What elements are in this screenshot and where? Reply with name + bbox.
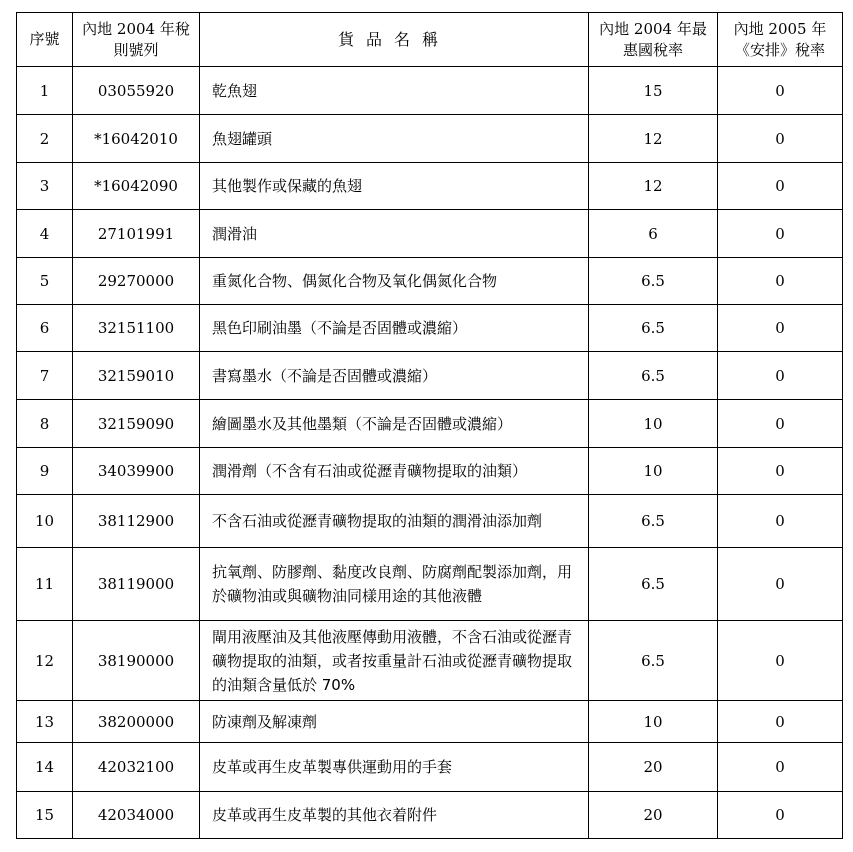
cell-code: 32159090 [73, 400, 200, 448]
cell-seq: 3 [17, 163, 73, 210]
cell-mfn-rate: 6.5 [589, 495, 718, 548]
cell-seq: 6 [17, 305, 73, 352]
cell-cepa-rate: 0 [718, 115, 843, 163]
cell-description: 不含石油或從瀝青礦物提取的油類的潤滑油添加劑 [200, 495, 589, 548]
cell-cepa-rate: 0 [718, 548, 843, 621]
cell-description: 閘用液壓油及其他液壓傳動用液體，不含石油或從瀝青礦物提取的油類，或者按重量計石油或從瀝青礦物提取的油類含量低於 70% [200, 621, 589, 701]
cell-seq: 4 [17, 210, 73, 258]
cell-mfn-rate: 10 [589, 448, 718, 495]
cell-code: 29270000 [73, 258, 200, 305]
header-code-line1: 內地 2004 年稅 [82, 19, 190, 38]
cell-code: 27101991 [73, 210, 200, 258]
header-code-line2: 則號列 [113, 40, 159, 59]
cell-mfn-rate: 12 [589, 115, 718, 163]
cell-code: 42034000 [73, 792, 200, 839]
cell-code: 38190000 [73, 621, 200, 701]
cell-description: 皮革或再生皮革製的其他衣着附件 [200, 792, 589, 839]
cell-mfn-rate: 15 [589, 67, 718, 115]
cell-seq: 12 [17, 621, 73, 701]
table-row [17, 621, 843, 701]
cell-mfn-rate: 12 [589, 163, 718, 210]
cell-description: 乾魚翅 [200, 67, 589, 115]
cell-mfn-rate: 6.5 [589, 548, 718, 621]
cell-mfn-rate: 20 [589, 792, 718, 839]
table-row [17, 115, 843, 163]
cell-code: 32159010 [73, 352, 200, 400]
cell-code: 32151100 [73, 305, 200, 352]
cell-description: 重氮化合物、偶氮化合物及氧化偶氮化合物 [200, 258, 589, 305]
cell-seq: 7 [17, 352, 73, 400]
header-mfn-line1: 內地 2004 年最 [599, 19, 707, 38]
cell-cepa-rate: 0 [718, 210, 843, 258]
cell-description: 潤滑劑（不含有石油或從瀝青礦物提取的油類） [200, 448, 589, 495]
cell-mfn-rate: 6.5 [589, 305, 718, 352]
header-code [73, 13, 200, 67]
cell-mfn-rate: 10 [589, 701, 718, 743]
header-row [17, 13, 843, 67]
tariff-table [16, 12, 843, 839]
cell-description: 潤滑油 [200, 210, 589, 258]
table-row [17, 792, 843, 839]
cell-description: 魚翅罐頭 [200, 115, 589, 163]
cell-seq: 11 [17, 548, 73, 621]
cell-cepa-rate: 0 [718, 400, 843, 448]
table-row [17, 743, 843, 792]
table-row [17, 67, 843, 115]
table-row [17, 448, 843, 495]
cell-seq: 5 [17, 258, 73, 305]
cell-mfn-rate: 6 [589, 210, 718, 258]
cell-description: 黑色印刷油墨（不論是否固體或濃縮） [200, 305, 589, 352]
cell-code: 34039900 [73, 448, 200, 495]
header-cepa-line2: 《安排》稅率 [734, 40, 825, 59]
header-cepa-line1: 內地 2005 年 [733, 19, 827, 38]
cell-cepa-rate: 0 [718, 792, 843, 839]
header-name: 貨品名稱 [200, 13, 589, 67]
header-cepa [718, 13, 843, 67]
table-row [17, 163, 843, 210]
cell-code: *16042090 [73, 163, 200, 210]
cell-cepa-rate: 0 [718, 495, 843, 548]
table-row [17, 548, 843, 621]
cell-seq: 15 [17, 792, 73, 839]
cell-code: 38119000 [73, 548, 200, 621]
cell-code: 38200000 [73, 701, 200, 743]
table-row [17, 210, 843, 258]
cell-description: 皮革或再生皮革製專供運動用的手套 [200, 743, 589, 792]
cell-seq: 2 [17, 115, 73, 163]
cell-code: 42032100 [73, 743, 200, 792]
cell-code: 03055920 [73, 67, 200, 115]
table-row [17, 400, 843, 448]
cell-code: 38112900 [73, 495, 200, 548]
cell-description: 繪圖墨水及其他墨類（不論是否固體或濃縮） [200, 400, 589, 448]
cell-cepa-rate: 0 [718, 352, 843, 400]
header-mfn-line2: 惠國稅率 [622, 40, 683, 59]
cell-description: 其他製作或保藏的魚翅 [200, 163, 589, 210]
cell-cepa-rate: 0 [718, 701, 843, 743]
cell-cepa-rate: 0 [718, 743, 843, 792]
table-row [17, 352, 843, 400]
cell-mfn-rate: 6.5 [589, 621, 718, 701]
cell-code: *16042010 [73, 115, 200, 163]
table-row [17, 258, 843, 305]
cell-seq: 10 [17, 495, 73, 548]
table-row [17, 495, 843, 548]
cell-cepa-rate: 0 [718, 163, 843, 210]
cell-mfn-rate: 6.5 [589, 352, 718, 400]
table-row [17, 305, 843, 352]
cell-cepa-rate: 0 [718, 305, 843, 352]
cell-seq: 13 [17, 701, 73, 743]
cell-description: 防凍劑及解凍劑 [200, 701, 589, 743]
cell-cepa-rate: 0 [718, 67, 843, 115]
cell-mfn-rate: 20 [589, 743, 718, 792]
cell-description: 抗氧劑、防膠劑、黏度改良劑、防腐劑配製添加劑，用於礦物油或與礦物油同樣用途的其他液體 [200, 548, 589, 621]
cell-mfn-rate: 10 [589, 400, 718, 448]
table-body [17, 67, 843, 839]
header-seq: 序號 [17, 13, 73, 67]
cell-cepa-rate: 0 [718, 448, 843, 495]
cell-cepa-rate: 0 [718, 258, 843, 305]
cell-cepa-rate: 0 [718, 621, 843, 701]
cell-mfn-rate: 6.5 [589, 258, 718, 305]
header-mfn [589, 13, 718, 67]
cell-description: 書寫墨水（不論是否固體或濃縮） [200, 352, 589, 400]
cell-seq: 14 [17, 743, 73, 792]
cell-seq: 8 [17, 400, 73, 448]
cell-seq: 1 [17, 67, 73, 115]
table-row [17, 701, 843, 743]
cell-seq: 9 [17, 448, 73, 495]
